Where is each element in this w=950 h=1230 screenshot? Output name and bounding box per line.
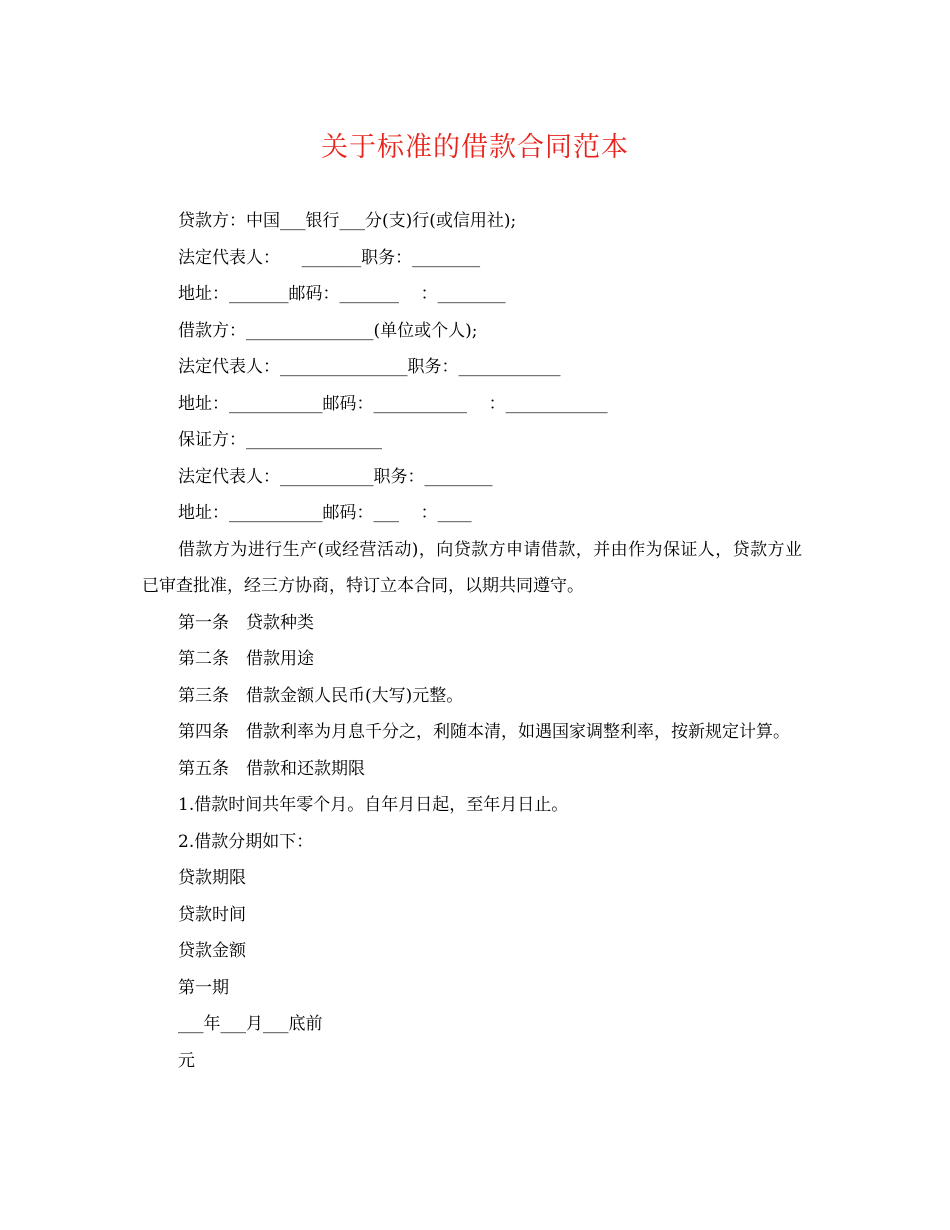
table-header-time: 贷款时间 [178, 904, 246, 925]
guarantor-representative-line: 法定代表人：___________职务：________ [178, 466, 493, 487]
table-header-amount: 贷款金额 [178, 941, 246, 961]
table-header-term: 贷款期限 [178, 868, 246, 888]
document-title: 关于标准的借款合同范本 [321, 132, 629, 163]
table-row-term: 第一期 [178, 977, 229, 998]
article-2: 第二条 借款用途 [178, 649, 314, 669]
article-4: 第四条 借款利率为月息千分之，利随本清，如遇国家调整利率，按新规定计算。 [178, 722, 790, 742]
loan-period-item-1: 1.借款时间共年零个月。自年月日起，至年月日止。 [178, 795, 569, 815]
loan-period-item-2: 2.借款分期如下： [178, 831, 314, 852]
borrower-representative-line: 法定代表人：_______________职务：____________ [178, 357, 561, 377]
borrower-line: 借款方：_______________(单位或个人); [178, 320, 478, 341]
article-1: 第一条 贷款种类 [178, 612, 314, 633]
lender-line: 贷款方：中国___银行___分(支)行(或信用社); [178, 211, 517, 231]
article-5: 第五条 借款和还款期限 [178, 758, 365, 779]
contract-body [142, 203, 802, 1079]
preamble-paragraph: 借款方为进行生产(或经营活动)，向贷款方申请借款，并由作为保证人，贷款方业已审查批准，经三方协商，特订立本合同，以期共同遵守。 [142, 539, 802, 596]
lender-representative-line: 法定代表人： _______职务：________ [178, 247, 481, 268]
borrower-address-line: 地址：___________邮码：___________ ：____________ [178, 393, 608, 414]
guarantor-address-line: 地址：___________邮码：___ ：____ [178, 503, 472, 523]
table-row-amount: 元 [178, 1050, 195, 1071]
table-row-time: ___年___月___底前 [178, 1014, 323, 1034]
lender-address-line: 地址：_______邮码：_______ ：________ [178, 284, 506, 304]
article-3: 第三条 借款金额人民币(大写)元整。 [178, 685, 464, 706]
guarantor-line: 保证方：________________ [178, 430, 382, 450]
